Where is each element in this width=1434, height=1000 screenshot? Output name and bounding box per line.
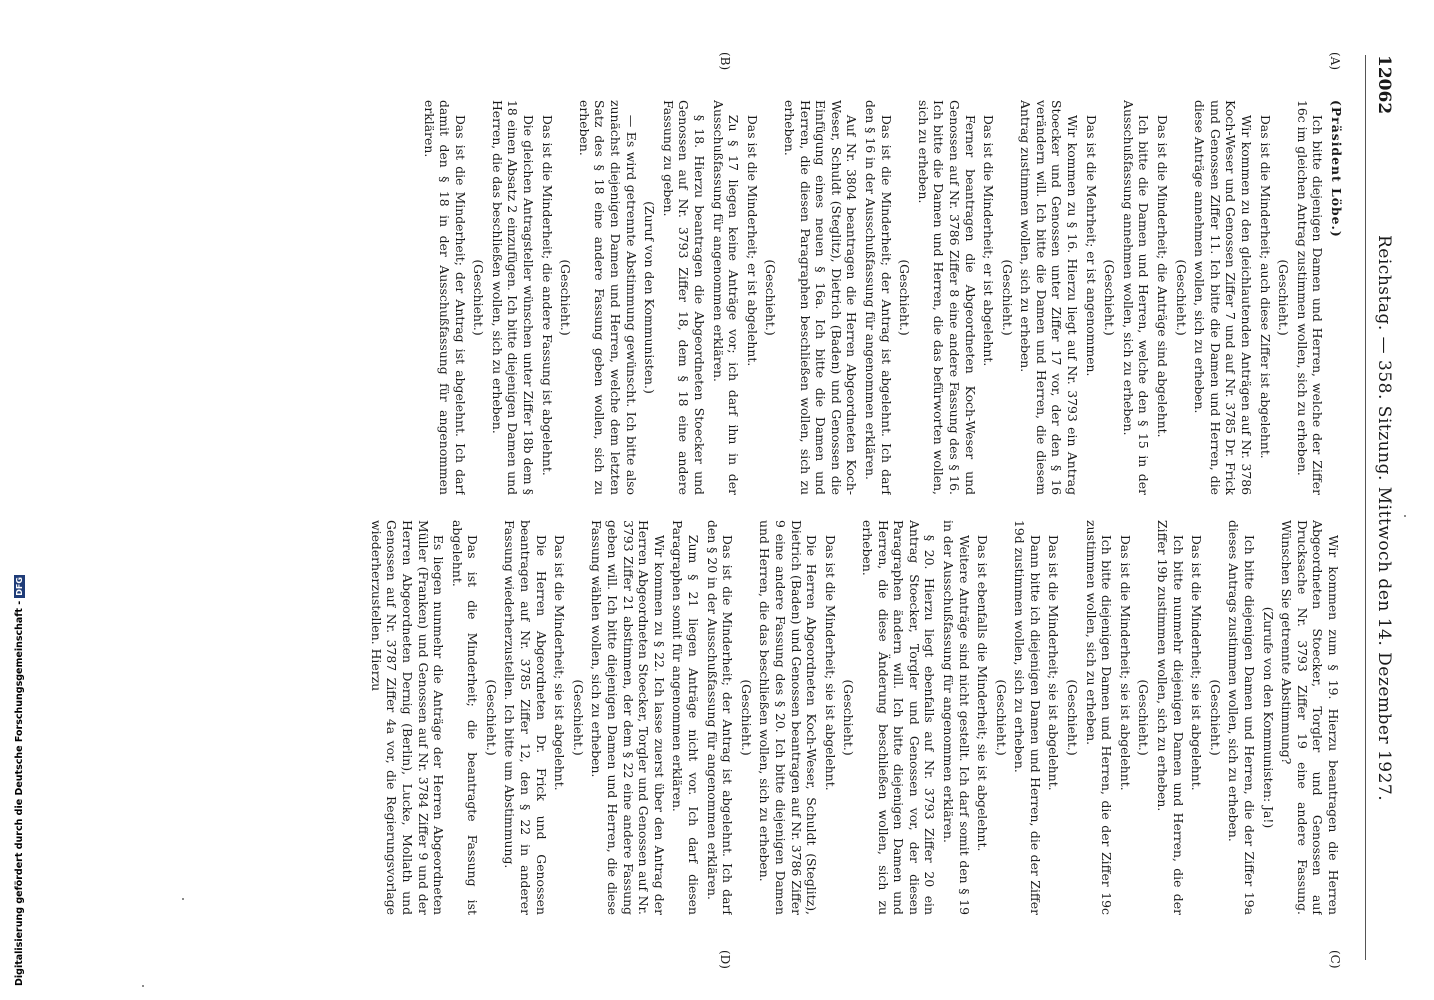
right-text-column — [94, 520, 1344, 915]
paragraph: Weitere Anträge sind nicht gestellt. Ich darf somit den § 19 in der Ausschußfassung für angenommen erklären. — [940, 520, 972, 915]
paragraph: Das ist ebenfalls die Minderheit; sie ist abgelehnt. — [975, 534, 991, 852]
speaker-name: (Präsident Löbe.) — [1329, 100, 1344, 238]
stage-direction: (Geschieht.) — [471, 259, 487, 336]
paragraph: Das ist die Minderheit; sie ist abgelehnt. — [1189, 534, 1205, 791]
paragraph: Wir kommen zu den gleichlautenden Anträgen auf Nr. 3786 Koch-Weser und Genossen Ziffer 7 und auf Nr. 3785 Dr. Frick und Genossen Ziffer 11. Ich bitte die Damen und Herren, die diese Anträge annehmen wollen, sich zu erheben. — [1192, 100, 1255, 495]
paragraph: Zu § 17 liegen keine Anträge vor; ich darf ihn in der Ausschußfassung für angenommen erklären. — [710, 100, 742, 495]
stage-direction: (Geschieht.) — [483, 679, 499, 756]
stage-direction: (Geschieht.) — [1173, 259, 1189, 336]
stage-direction: (Geschieht.) — [570, 679, 586, 756]
margin-letter-a: (A) — [1328, 52, 1342, 71]
left-text-column — [94, 100, 1344, 495]
running-head: Reichstag. — 358. Sitzung. Mittwoch den 14. Dezember 1927. — [1374, 235, 1394, 802]
stage-direction: (Geschieht.) — [1102, 259, 1118, 336]
paragraph: Es liegen nunmehr die Anträge der Herren Abgeordneten Müller (Franken) und Genossen auf Nr. 3784 Ziffer 9 und der Herren Abgeordneten Dernig (Berlin), Lucke, Mollath und Genossen auf Nr. 3787 Ziffer 4a vor, die Regierungsvorlage wiederherzustellen. Hierzu — [368, 520, 447, 915]
stage-direction: (Geschieht.) — [558, 259, 574, 336]
scan-speck — [182, 898, 184, 900]
paragraph: Das ist die Minderheit; der Antrag ist abgelehnt. Ich darf den § 16 in der Ausschußfassung für angenommen erklären. — [862, 100, 894, 495]
digitization-credit — [8, 0, 30, 1000]
paragraph: Das ist die Minderheit; der Antrag ist abgelehnt. Ich darf den § 20 in der Ausschußfassung für angenommen erklären. — [704, 520, 736, 915]
stage-direction: (Geschieht.) — [1207, 679, 1223, 756]
paragraph: Das ist die Minderheit; sie ist abgelehnt. — [552, 534, 568, 791]
paragraph: § 20. Hierzu liegt ebenfalls auf Nr. 3793 Ziffer 20 ein Antrag Stoecker, Torgler und Genossen vor, der diesen Paragraphen ändern will. Ich bitte diejenigen Damen und Herren, die diese Änderung beschließen wollen, sich zu erheben. — [859, 520, 938, 915]
paragraph: Das ist die Minderheit; er ist abgelehnt. — [744, 114, 760, 367]
paragraph: Wir kommen zu § 16. Hierzu liegt auf Nr. 3793 ein Antrag Stoecker und Genossen unter Ziffer 17 vor, der den § 16 verändern will. Ich bitte die Damen und Herren, die diesem Antrag zustimmen wollen, sich zu erheben. — [1018, 100, 1081, 495]
scan-speck — [142, 985, 144, 987]
paragraph: Das ist die Minderheit; der Antrag ist abgelehnt. Ich darf damit den § 18 in der Ausschußfassung für angenommen erklären. — [421, 100, 468, 495]
scan-speck — [1404, 515, 1406, 517]
paragraph: Das ist die Minderheit; die Anträge sind abgelehnt. — [1155, 114, 1171, 438]
stage-direction: (Geschieht.) — [993, 679, 1009, 756]
page-number: 12062 — [1374, 55, 1394, 115]
paragraph: Das ist die Minderheit; sie ist abgelehnt. — [822, 534, 838, 791]
header-rule — [1365, 55, 1366, 960]
paragraph: Ich bitte diejenigen Damen und Herren, welche der Ziffer 16c im gleichen Antrag zustimmen wollen, sich zu erheben. — [1294, 100, 1326, 495]
stage-direction: (Geschieht.) — [1136, 679, 1152, 756]
stage-direction: (Geschieht.) — [1276, 259, 1292, 336]
page-header — [1368, 55, 1394, 960]
paragraph: Das ist die Minderheit; er ist abgelehnt. — [981, 114, 997, 367]
paragraph: Das ist die Minderheit; sie ist abgelehnt. — [1117, 534, 1133, 791]
paragraph: Die gleichen Antragsteller wünschen unter Ziffer 18b dem § 18 einen Absatz 2 einzufügen. Ich bitte diejenigen Damen und Herren, die das beschließen wollen, sich zu erheben. — [489, 100, 537, 495]
paragraph: Zum § 21 liegen Anträge nicht vor. Ich darf diesen Paragraphen somit für angenommen erklären. — [670, 520, 702, 915]
paragraph: Das ist die Mehrheit; er ist angenommen. — [1083, 114, 1099, 377]
margin-letter-d: (D) — [718, 950, 732, 969]
paragraph: Das ist die Minderheit; die andere Fassung ist abgelehnt. — [539, 114, 555, 476]
paragraph: Wir kommen zum § 19. Hierzu beantragen die Herren Abgeordneten Stoecker, Torgler und Genossen auf Drucksache Nr. 3793 Ziffer 19 eine andere Fassung. Wünschen Sie getrennte Abstimmung? — [1279, 520, 1341, 915]
stage-direction: (Geschieht.) — [1065, 679, 1081, 756]
paragraph: — Es wird getrennte Abstimmung gewünscht. Ich bitte also zunächst diejenigen Damen und Herren, welche dem letzten Satz des § 18 eine andere Fassung geben wollen, sich zu erheben. — [576, 100, 639, 495]
stage-direction: (Geschieht.) — [999, 259, 1015, 336]
paragraph: Das ist die Minderheit; die beantragte Fassung ist abgelehnt. — [449, 520, 481, 915]
paragraph: Ich bitte nunmehr diejenigen Damen und Herren, die der Ziffer 19b zustimmen wollen, sich zu erheben. — [1155, 520, 1186, 915]
paragraph: Ich bitte diejenigen Damen und Herren, die der Ziffer 19a dieses Antrags zustimmen wollen, sich zu erheben. — [1226, 520, 1258, 915]
stage-direction: (Geschieht.) — [763, 259, 779, 336]
paragraph: Ich bitte die Damen und Herren, welche den § 15 in der Ausschußfassung annehmen wollen, sich zu erheben. — [1120, 100, 1152, 495]
paragraph: Das ist die Minderheit; auch diese Ziffer ist abgelehnt. — [1257, 114, 1273, 459]
paragraph: Das ist die Minderheit; sie ist abgelehnt. — [1046, 534, 1062, 791]
paragraph: Auf Nr. 3804 beantragen die Herren Abgeordneten Koch-Weser, Schuldt (Steglitz), Dietrich (Baden) und Genossen die Einfügung eines neuen § 16a. Ich bitte die Damen und Herren, die diesen Paragraphen beschließen wollen, sich zu erheben. — [782, 100, 860, 495]
paragraph: Wir kommen zu § 22. Ich lasse zuerst über den Antrag der Herren Abgeordneten Stoecker, Torgler und Genossen auf Nr. 3793 Ziffer 21 abstimmen, der dem § 22 eine andere Fassung geben will. Ich bitte diejenigen Damen und Herren, die diese Fassung wählen wollen, sich zu erheben. — [589, 520, 667, 915]
stage-direction: (Zurufe von den Kommunisten: Ja!) — [1260, 606, 1276, 829]
paragraph: Ich bitte diejenigen Damen und Herren, die der Ziffer 19c zustimmen wollen, sich zu erheben. — [1083, 520, 1115, 915]
dfg-logo: DFG — [14, 577, 24, 596]
margin-letter-c: (C) — [1328, 950, 1342, 969]
digitization-note: Digitalisierung gefördert durch die Deutsche Forschungsgemeinschaft - — [13, 600, 25, 986]
paragraph: Dann bitte ich diejenigen Damen und Herren, die der Ziffer 19d zustimmen wollen, sich zu erheben. — [1012, 520, 1043, 915]
stage-direction: (Zuruf von den Kommunisten.) — [642, 201, 658, 394]
stage-direction: (Geschieht.) — [738, 679, 754, 756]
paragraph: § 18. Hierzu beantragen die Abgeordneten Stoecker und Genossen auf Nr. 3793 Ziffer 18, dem § 18 eine andere Fassung zu geben. — [660, 100, 708, 495]
paragraph: Die Herren Abgeordneten Koch-Weser, Schuldt (Steglitz), Dietrich (Baden) und Genossen beantragen auf Nr. 3786 Ziffer 9 eine andere Fassung des § 20. Ich bitte diejenigen Damen und Herren, die das beschließen wollen, sich zu erheben. — [757, 520, 820, 915]
stage-direction: (Geschieht.) — [897, 259, 913, 336]
margin-letter-b: (B) — [718, 52, 732, 71]
paragraph: Die Herren Abgeordneten Dr. Frick und Genossen beantragen auf Nr. 3785 Ziffer 12, den § 22 in anderer Fassung wiederherzustellen. Ich bitte um Abstimmung. — [502, 520, 549, 915]
paragraph: Ferner beantragen die Abgeordneten Koch-Weser und Genossen auf Nr. 3786 Ziffer 8 eine andere Fassung des § 16. Ich bitte die Damen und Herren, die das befürworten wollen, sich zu erheben. — [915, 100, 978, 495]
stage-direction: (Geschieht.) — [841, 679, 857, 756]
